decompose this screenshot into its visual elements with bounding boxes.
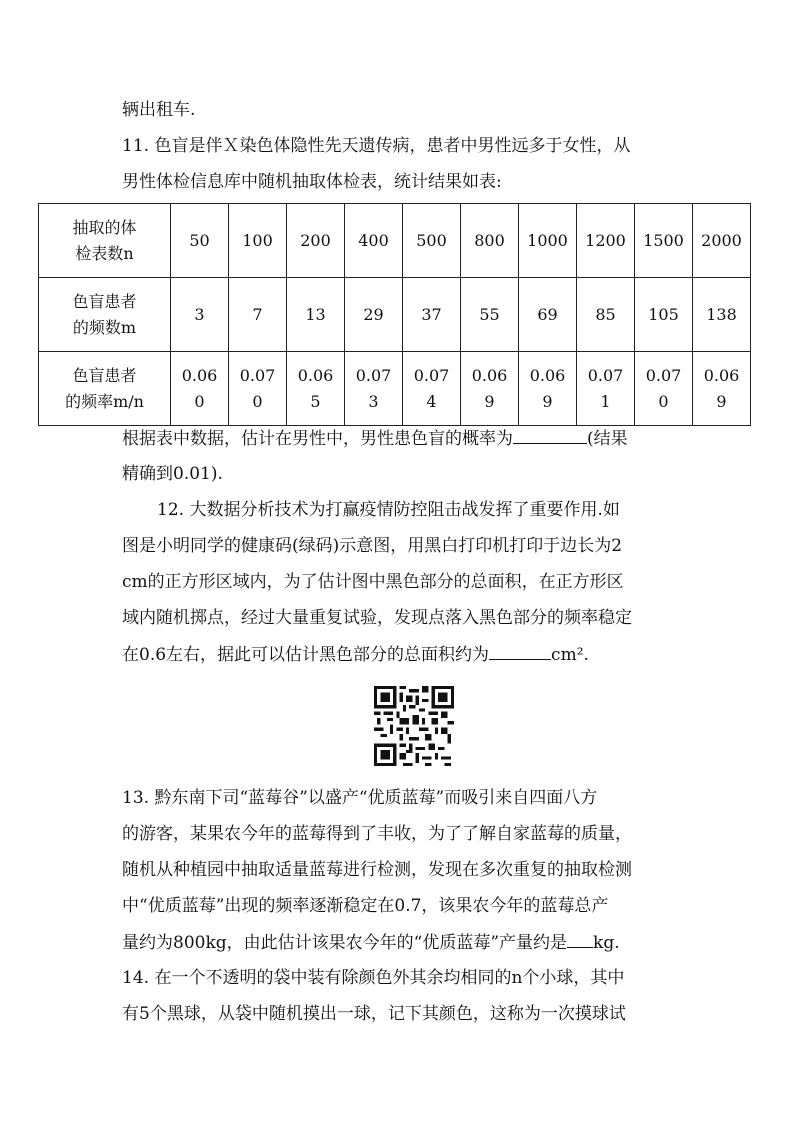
table-cell: 100	[229, 204, 287, 278]
header-line: 色盲患者	[72, 365, 137, 385]
question-11-line-3	[122, 426, 628, 450]
table-cell: 1200	[577, 204, 635, 278]
health-code-qr-image	[374, 686, 454, 766]
table-cell: 400	[345, 204, 403, 278]
question-11-line-4: 精确到0.01).	[122, 464, 223, 484]
table-row-frequency-count	[39, 278, 751, 352]
rate-bottom: 4	[426, 391, 437, 411]
rate-bottom: 9	[542, 391, 553, 411]
question-14-line-2: 有5个黑球，从袋中随机摸出一球，记下其颜色，这称为一次摸球试	[122, 1004, 626, 1024]
question-12-line-3: cm的正方形区域内，为了估计图中黑色部分的总面积，在正方形区	[122, 572, 624, 592]
rate-top: 0.06	[181, 365, 218, 385]
table-cell: 37	[403, 278, 461, 352]
table-cell	[635, 352, 693, 426]
question-text: 根据表中数据，估计在男性中，男性患色盲的概率为	[122, 429, 513, 449]
question-text: 量约为800kg，由此估计该果农今年的“优质蓝莓”产量约是	[122, 933, 568, 953]
table-cell	[229, 352, 287, 426]
answer-blank	[567, 930, 593, 948]
question-text: kg.	[593, 933, 620, 953]
table-cell	[519, 352, 577, 426]
table-cell: 500	[403, 204, 461, 278]
table-header-cell	[39, 352, 171, 426]
table-cell: 200	[287, 204, 345, 278]
table-cell: 50	[171, 204, 229, 278]
rate-top: 0.07	[239, 365, 276, 385]
table-cell: 800	[461, 204, 519, 278]
question-13-line-3: 随机从种植园中抽取适量蓝莓进行检测，发现在多次重复的抽取检测	[122, 860, 632, 880]
question-11-line-2: 男性体检信息库中随机抽取体检表，统计结果如表:	[122, 172, 502, 192]
rate-top: 0.06	[297, 365, 334, 385]
table-cell: 13	[287, 278, 345, 352]
question-text: 在0.6左右，据此可以估计黑色部分的总面积约为	[122, 645, 490, 665]
table-row-sample-count	[39, 204, 751, 278]
text-line-1: 辆出租车.	[122, 100, 196, 120]
table-cell: 3	[171, 278, 229, 352]
qr-finder-top-left	[374, 686, 396, 708]
question-12-line-5	[122, 642, 589, 666]
table-cell	[693, 352, 751, 426]
table-cell	[171, 352, 229, 426]
table-cell: 105	[635, 278, 693, 352]
rate-top: 0.06	[703, 365, 740, 385]
answer-blank	[489, 642, 551, 660]
rate-bottom: 0	[194, 391, 205, 411]
table-header-cell	[39, 278, 171, 352]
qr-finder-bottom-left	[374, 744, 396, 766]
rate-top: 0.06	[529, 365, 566, 385]
question-12-line-4: 域内随机掷点，经过大量重复试验，发现点落入黑色部分的频率稳定	[122, 608, 632, 628]
table-cell: 1500	[635, 204, 693, 278]
rate-bottom: 3	[368, 391, 379, 411]
table-header-cell	[39, 204, 171, 278]
question-13-line-4: 中“优质蓝莓”出现的频率逐渐稳定在0.7，该果农今年的蓝莓总产	[122, 896, 609, 916]
rate-bottom: 5	[310, 391, 321, 411]
table-cell	[403, 352, 461, 426]
table-cell	[577, 352, 635, 426]
header-line: 检表数n	[75, 243, 134, 263]
table-cell	[287, 352, 345, 426]
table-cell: 138	[693, 278, 751, 352]
rate-bottom: 1	[600, 391, 611, 411]
rate-top: 0.07	[587, 365, 624, 385]
question-12-line-2: 图是小明同学的健康码(绿码)示意图，用黑白打印机打印于边长为2	[122, 536, 623, 556]
rate-bottom: 9	[716, 391, 727, 411]
table-cell: 1000	[519, 204, 577, 278]
question-12-line-1: 12. 大数据分析技术为打赢疫情防控阻击战发挥了重要作用.如	[157, 500, 620, 520]
table-cell: 2000	[693, 204, 751, 278]
table-cell: 7	[229, 278, 287, 352]
question-13-line-5	[122, 930, 620, 954]
answer-blank	[513, 426, 587, 444]
table-cell	[345, 352, 403, 426]
question-13-line-1: 13. 黔东南下司“蓝莓谷”以盛产“优质蓝莓”而吸引来自四面八方	[122, 788, 598, 808]
rate-bottom: 9	[484, 391, 495, 411]
question-text: cm².	[551, 645, 589, 665]
question-11-line-1: 11. 色盲是伴Ｘ染色体隐性先天遗传病，患者中男性远多于女性，从	[122, 136, 631, 156]
header-line: 色盲患者	[72, 291, 137, 311]
table-row-frequency-rate	[39, 352, 751, 426]
rate-bottom: 0	[252, 391, 263, 411]
table-cell: 55	[461, 278, 519, 352]
rate-top: 0.06	[471, 365, 508, 385]
table-cell: 29	[345, 278, 403, 352]
question-13-line-2: 的游客，某果农今年的蓝莓得到了丰收，为了了解自家蓝莓的质量，	[122, 824, 632, 844]
header-line: 的频数m	[72, 317, 137, 337]
header-line: 抽取的体	[72, 217, 137, 237]
table-cell: 69	[519, 278, 577, 352]
table-cell	[461, 352, 519, 426]
rate-top: 0.07	[413, 365, 450, 385]
table-cell: 85	[577, 278, 635, 352]
rate-bottom: 0	[658, 391, 669, 411]
qr-finder-top-right	[432, 686, 454, 708]
rate-top: 0.07	[645, 365, 682, 385]
frequency-table	[38, 203, 751, 426]
question-14-line-1: 14. 在一个不透明的袋中装有除颜色外其余均相同的n个小球，其中	[122, 968, 625, 988]
header-line: 的频率m/n	[65, 391, 144, 411]
rate-top: 0.07	[355, 365, 392, 385]
question-text: (结果	[587, 429, 628, 449]
